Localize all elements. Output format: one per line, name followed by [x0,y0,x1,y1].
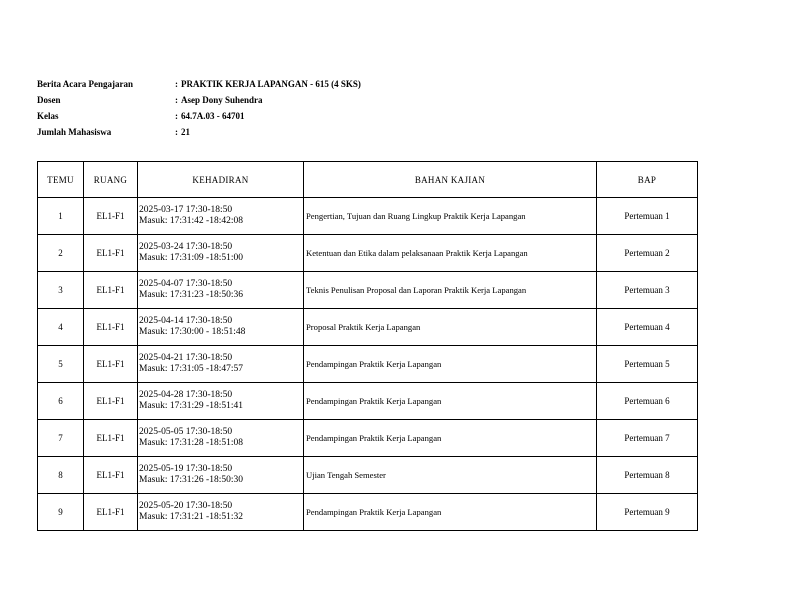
check-in-time: Masuk: 17:31:21 -18:51:32 [139,512,243,522]
cell-ruang: EL1-F1 [84,235,138,272]
schedule-time: 2025-03-17 17:30-18:50 [139,205,233,215]
cell-bap: Pertemuan 3 [597,272,698,309]
cell-bap: Pertemuan 6 [597,383,698,420]
table-row [38,198,698,235]
schedule-time: 2025-05-05 17:30-18:50 [139,427,233,437]
info-separator: : [175,95,178,105]
info-row-berita-acara [37,76,361,92]
table-row [38,272,698,309]
info-row-jumlah-mahasiswa [37,124,361,140]
course-title: PRAKTIK KERJA LAPANGAN - 615 (4 SKS) [181,79,361,89]
info-label: Jumlah Mahasiswa [37,127,112,137]
cell-bahan-kajian: Pendampingan Praktik Kerja Lapangan [304,494,597,531]
cell-kehadiran [138,494,304,531]
cell-temu: 8 [38,457,84,494]
table-row [38,457,698,494]
cell-bahan-kajian: Pengertian, Tujuan dan Ruang Lingkup Praktik Kerja Lapangan [304,198,597,235]
column-header-ruang: RUANG [84,162,138,198]
cell-temu: 7 [38,420,84,457]
cell-ruang: EL1-F1 [84,420,138,457]
cell-bahan-kajian: Ujian Tengah Semester [304,457,597,494]
cell-kehadiran [138,235,304,272]
check-in-time: Masuk: 17:31:42 -18:42:08 [139,216,243,226]
schedule-time: 2025-04-28 17:30-18:50 [139,390,233,400]
column-header-kehadiran: KEHADIRAN [138,162,304,198]
table-header-row [38,162,698,198]
cell-bap: Pertemuan 1 [597,198,698,235]
schedule-time: 2025-04-14 17:30-18:50 [139,316,233,326]
cell-bap: Pertemuan 9 [597,494,698,531]
cell-bap: Pertemuan 8 [597,457,698,494]
cell-bap: Pertemuan 2 [597,235,698,272]
info-separator: : [175,127,178,137]
table-row [38,420,698,457]
cell-bap: Pertemuan 4 [597,309,698,346]
schedule-time: 2025-03-24 17:30-18:50 [139,242,233,252]
cell-bap: Pertemuan 7 [597,420,698,457]
schedule-time: 2025-04-07 17:30-18:50 [139,279,233,289]
check-in-time: Masuk: 17:31:09 -18:51:00 [139,253,243,263]
cell-temu: 2 [38,235,84,272]
schedule-time: 2025-04-21 17:30-18:50 [139,353,233,363]
table-body [38,198,698,531]
info-separator: : [175,79,178,89]
cell-bap: Pertemuan 5 [597,346,698,383]
cell-bahan-kajian: Pendampingan Praktik Kerja Lapangan [304,420,597,457]
check-in-time: Masuk: 17:31:05 -18:47:57 [139,364,243,374]
table-row [38,235,698,272]
cell-temu: 1 [38,198,84,235]
check-in-time: Masuk: 17:30:00 - 18:51:48 [139,327,246,337]
column-header-temu: TEMU [38,162,84,198]
schedule-time: 2025-05-20 17:30-18:50 [139,501,233,511]
class-code: 64.7A.03 - 64701 [181,111,245,121]
cell-kehadiran [138,457,304,494]
cell-ruang: EL1-F1 [84,198,138,235]
cell-temu: 3 [38,272,84,309]
cell-temu: 5 [38,346,84,383]
cell-ruang: EL1-F1 [84,309,138,346]
info-label: Berita Acara Pengajaran [37,79,133,89]
check-in-time: Masuk: 17:31:26 -18:50:30 [139,475,243,485]
info-separator: : [175,111,178,121]
check-in-time: Masuk: 17:31:28 -18:51:08 [139,438,243,448]
column-header-bap: BAP [597,162,698,198]
cell-temu: 6 [38,383,84,420]
lecturer-name: Asep Dony Suhendra [181,95,263,105]
table-row [38,309,698,346]
table-row [38,383,698,420]
column-header-bahan-kajian: BAHAN KAJIAN [304,162,597,198]
cell-kehadiran [138,198,304,235]
cell-ruang: EL1-F1 [84,346,138,383]
check-in-time: Masuk: 17:31:29 -18:51:41 [139,401,243,411]
cell-kehadiran [138,383,304,420]
cell-bahan-kajian: Pendampingan Praktik Kerja Lapangan [304,346,597,383]
cell-kehadiran [138,272,304,309]
student-count: 21 [181,127,190,137]
cell-ruang: EL1-F1 [84,272,138,309]
cell-bahan-kajian: Ketentuan dan Etika dalam pelaksanaan Praktik Kerja Lapangan [304,235,597,272]
table-row [38,494,698,531]
table-row [38,346,698,383]
info-label: Kelas [37,111,59,121]
cell-bahan-kajian: Pendampingan Praktik Kerja Lapangan [304,383,597,420]
cell-kehadiran [138,346,304,383]
cell-bahan-kajian: Proposal Praktik Kerja Lapangan [304,309,597,346]
course-info [37,76,361,140]
info-row-dosen [37,92,361,108]
cell-ruang: EL1-F1 [84,457,138,494]
attendance-table [37,161,698,531]
cell-bahan-kajian: Teknis Penulisan Proposal dan Laporan Praktik Kerja Lapangan [304,272,597,309]
check-in-time: Masuk: 17:31:23 -18:50:36 [139,290,243,300]
cell-temu: 4 [38,309,84,346]
info-label: Dosen [37,95,61,105]
cell-kehadiran [138,309,304,346]
info-row-kelas [37,108,361,124]
cell-ruang: EL1-F1 [84,494,138,531]
schedule-time: 2025-05-19 17:30-18:50 [139,464,233,474]
cell-ruang: EL1-F1 [84,383,138,420]
cell-temu: 9 [38,494,84,531]
cell-kehadiran [138,420,304,457]
